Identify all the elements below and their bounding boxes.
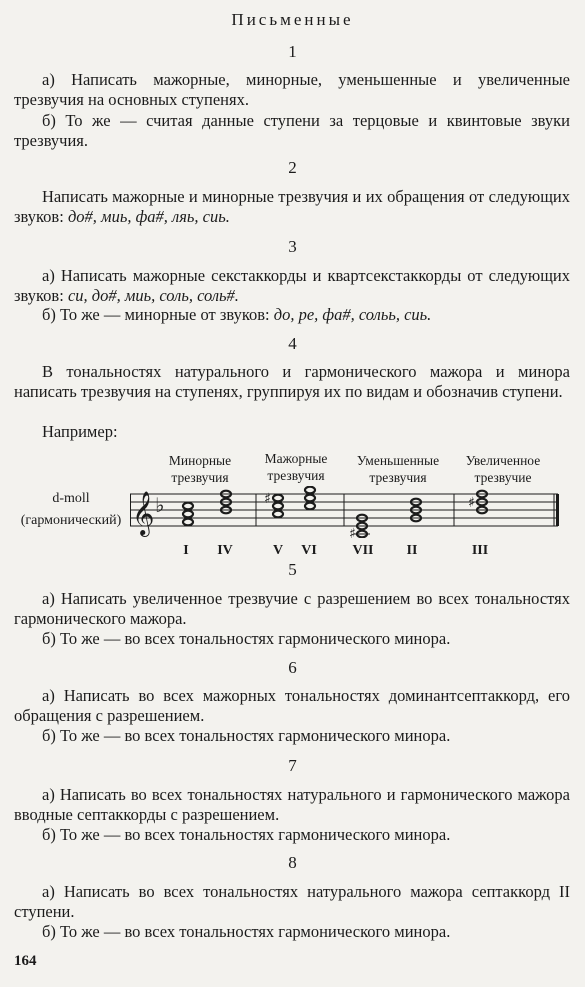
exercise-4: В тональностях натурального и гармонического мажора и минора написать трезвучия на ступенях, группируя их по видам и обозначив ступени.: [14, 362, 570, 401]
music-example: [0, 448, 585, 558]
exercise-2-text: Написать мажорные и минорные трезвучия и их обращения от следующих звуков:: [14, 187, 570, 226]
degree-label: VII: [352, 543, 374, 558]
group-label-major: Мажорные трезвучия: [264, 451, 328, 483]
exercise-6b: б) То же — во всех тональностях гармонического минора.: [42, 726, 451, 745]
section-title: Письменные: [231, 10, 354, 29]
degree-label: I: [183, 543, 189, 558]
exercise-number-4: 4: [288, 334, 297, 353]
key-name: d-moll: [52, 491, 90, 506]
treble-clef-icon: 𝄞: [132, 491, 155, 535]
degree-label: V: [272, 543, 284, 558]
exercise-2: [14, 187, 570, 227]
exercise-number-5: 5: [288, 560, 297, 579]
sharp-accidental-icons: [264, 491, 475, 538]
exercise-3a-text: а) Написать мажорные секстаккорды и квартсекстаккорды от следующих звуков:: [14, 266, 570, 305]
degree-label: VI: [301, 543, 317, 558]
svg-text:♯: ♯: [264, 491, 271, 507]
key-label: [12, 488, 130, 532]
degree-label: II: [406, 543, 418, 558]
group-label-augmented: Увеличенное трезвучие: [465, 453, 541, 485]
exercise-number-7: 7: [288, 756, 297, 775]
exercise-number-3: 3: [288, 237, 297, 256]
exercise-number-6: 6: [288, 658, 297, 677]
page-number: 164: [14, 953, 37, 969]
exercise-3b-text: б) То же — минорные от звуков:: [42, 305, 270, 324]
exercise-8a: а) Написать во всех тональностях натурального мажора септаккорд II ступени.: [14, 882, 570, 921]
exercise-7b: б) То же — во всех тональностях гармонического минора.: [42, 825, 451, 844]
exercise-number-1: 1: [288, 42, 297, 61]
exercise-number-2: 2: [288, 158, 297, 177]
exercise-6a: а) Написать во всех мажорных тональностях доминантсептаккорд, его обращения с разрешением.: [14, 686, 570, 725]
exercise-7a: а) Написать во всех тональностях натурального и гармонического мажора вводные септаккорды с разрешением.: [14, 785, 570, 824]
exercise-2-notes: до#, миь, фа#, ляь, сиь.: [67, 207, 230, 226]
flat-key-signature-icon: ♭: [155, 493, 165, 517]
exercise-8b: б) То же — во всех тональностях гармонического минора.: [42, 922, 451, 941]
svg-text:♯: ♯: [468, 495, 475, 511]
group-label-minor: Минорные трезвучия: [168, 453, 232, 485]
exercise-3a: [14, 266, 570, 306]
exercise-5a: а) Написать увеличенное трезвучие с разрешением во всех тональностях гармонического мажора.: [14, 589, 570, 628]
exercise-3a-notes: си, до#, миь, соль, соль#.: [67, 286, 239, 305]
exercise-number-8: 8: [288, 853, 297, 872]
key-type: (гармонический): [20, 513, 122, 528]
music-staff: [130, 486, 560, 538]
exercise-3b: [14, 305, 570, 325]
svg-text:♯: ♯: [349, 526, 356, 538]
exercise-1b: б) То же — считая данные ступени за терцовые и квинтовые звуки трезвучия.: [14, 111, 570, 150]
degree-label: IV: [217, 543, 233, 558]
exercise-5b: б) То же — во всех тональностях гармонического минора.: [42, 629, 451, 648]
exercise-3b-notes: до, ре, фа#, сольь, сиь.: [273, 305, 432, 324]
exercise-1a: а) Написать мажорные, минорные, уменьшенные и увеличенные трезвучия на основных ступенях.: [14, 70, 570, 109]
degree-label: III: [471, 543, 489, 558]
group-label-diminished: Уменьшенные трезвучия: [356, 453, 440, 485]
example-label: Например:: [42, 422, 118, 441]
